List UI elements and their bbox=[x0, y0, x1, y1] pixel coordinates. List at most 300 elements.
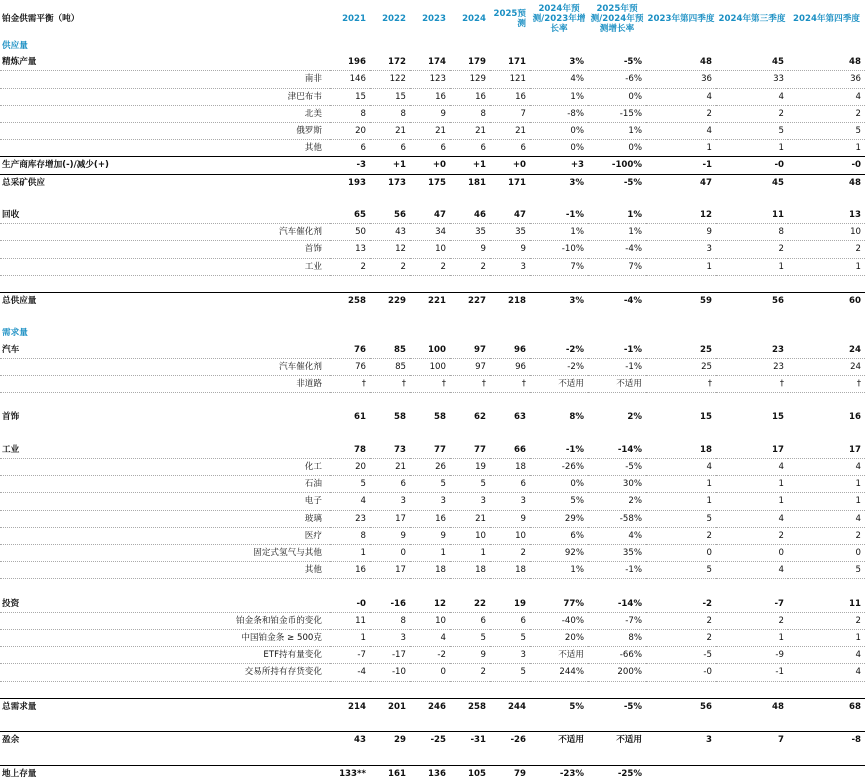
spacer-row bbox=[0, 309, 865, 325]
cell-value: 79 bbox=[490, 765, 530, 782]
cell-value: -2% bbox=[530, 358, 588, 375]
cell-value: 1 bbox=[646, 258, 716, 275]
cell-value: 218 bbox=[490, 293, 530, 310]
cell-value: -1% bbox=[530, 442, 588, 459]
cell-value: -5% bbox=[588, 459, 646, 476]
cell-value: 5 bbox=[716, 123, 788, 140]
cell-value: 15 bbox=[772, 412, 784, 423]
cell-value: -0 bbox=[646, 664, 716, 681]
cell-value: -3 bbox=[330, 157, 370, 174]
cell-value: 46 bbox=[450, 207, 490, 224]
cell-value: 5% bbox=[530, 698, 588, 715]
cell-value: -5% bbox=[588, 54, 646, 71]
cell-value: 13 bbox=[330, 241, 370, 258]
row-label: 交易所持有存货变化 bbox=[0, 664, 330, 681]
cell-value: -58% bbox=[588, 510, 646, 527]
cell-value: 1 bbox=[646, 140, 716, 157]
cell-value: 5 bbox=[490, 630, 530, 647]
cell-value: 8 bbox=[370, 105, 410, 122]
cell-value: 10 bbox=[410, 241, 450, 258]
row-label: 南非 bbox=[0, 71, 330, 88]
cell-value bbox=[530, 191, 588, 207]
row-label: 总采矿供应 bbox=[0, 174, 330, 191]
cell-value bbox=[646, 681, 716, 698]
cell-value: -10% bbox=[530, 241, 588, 258]
cell-value: 3 bbox=[450, 493, 490, 510]
table-row bbox=[0, 459, 865, 476]
cell-value: 3 bbox=[490, 647, 530, 664]
row-label: 俄罗斯 bbox=[0, 123, 330, 140]
cell-value bbox=[490, 309, 530, 325]
cell-value: 19 bbox=[490, 596, 530, 613]
cell-value: -1% bbox=[588, 358, 646, 375]
cell-value: 35 bbox=[450, 224, 490, 241]
cell-value: 2 bbox=[646, 527, 716, 544]
cell-value bbox=[646, 765, 716, 782]
cell-value: 1 bbox=[646, 493, 716, 510]
cell-value: 36 bbox=[788, 71, 865, 88]
row-label: 工业 bbox=[0, 442, 330, 459]
cell-value bbox=[646, 309, 716, 325]
cell-value: 18 bbox=[490, 459, 530, 476]
cell-value bbox=[716, 38, 788, 54]
cell-value: 4 bbox=[716, 459, 788, 476]
table-row bbox=[0, 664, 865, 681]
cell-value: 0% bbox=[588, 88, 646, 105]
cell-value: 29% bbox=[530, 510, 588, 527]
cell-value: 48 bbox=[788, 174, 865, 191]
cell-value: 16 bbox=[330, 562, 370, 579]
row-label bbox=[0, 579, 330, 596]
cell-value bbox=[788, 681, 865, 698]
cell-value: 21 bbox=[490, 123, 530, 140]
cell-value: 23 bbox=[330, 510, 370, 527]
col-header: 2023年第四季度 bbox=[647, 14, 715, 24]
cell-value bbox=[490, 579, 530, 596]
cell-value: 2 bbox=[330, 258, 370, 275]
table-row bbox=[0, 698, 865, 715]
cell-value: 77% bbox=[530, 596, 588, 613]
table-row bbox=[0, 630, 865, 647]
cell-value: 63 bbox=[514, 412, 526, 423]
cell-value: 105 bbox=[450, 765, 490, 782]
cell-value: 16 bbox=[490, 88, 530, 105]
cell-value: 25 bbox=[646, 342, 716, 359]
cell-value bbox=[788, 309, 865, 325]
cell-value: 2 bbox=[410, 258, 450, 275]
cell-value: 47 bbox=[490, 207, 530, 224]
table-row bbox=[0, 612, 865, 629]
cell-value: 15 bbox=[370, 88, 410, 105]
cell-value: -1 bbox=[646, 157, 716, 174]
cell-value: † bbox=[490, 376, 530, 393]
row-label bbox=[0, 426, 330, 442]
cell-value bbox=[450, 681, 490, 698]
cell-value bbox=[716, 309, 788, 325]
cell-value: -5% bbox=[588, 174, 646, 191]
cell-value bbox=[410, 191, 450, 207]
cell-value: 9 bbox=[490, 241, 530, 258]
cell-value: -6% bbox=[588, 71, 646, 88]
cell-value bbox=[330, 393, 370, 410]
cell-value: -4% bbox=[588, 241, 646, 258]
cell-value: -14% bbox=[588, 442, 646, 459]
cell-value bbox=[788, 715, 865, 732]
cell-value: 6 bbox=[330, 140, 370, 157]
cell-value: -1% bbox=[530, 207, 588, 224]
cell-value: 7% bbox=[530, 258, 588, 275]
cell-value: 5 bbox=[330, 476, 370, 493]
cell-value bbox=[330, 309, 370, 325]
row-label: 中国铂金条 ≥ 500克 bbox=[0, 630, 330, 647]
cell-value bbox=[716, 748, 788, 765]
cell-value: 3 bbox=[490, 258, 530, 275]
table-row bbox=[0, 376, 865, 393]
cell-value: 97 bbox=[450, 342, 490, 359]
cell-value: 1% bbox=[530, 88, 588, 105]
cell-value bbox=[530, 579, 588, 596]
cell-value bbox=[370, 191, 410, 207]
cell-value: 4 bbox=[646, 123, 716, 140]
cell-value: 196 bbox=[330, 54, 370, 71]
cell-value bbox=[330, 715, 370, 732]
cell-value: -4% bbox=[588, 293, 646, 310]
cell-value bbox=[370, 748, 410, 765]
table-row bbox=[0, 765, 865, 782]
cell-value: -26 bbox=[490, 732, 530, 749]
cell-value: -1% bbox=[588, 342, 646, 359]
cell-value: 16 bbox=[410, 88, 450, 105]
cell-value: 60 bbox=[788, 293, 865, 310]
cell-value bbox=[410, 748, 450, 765]
table-row bbox=[0, 38, 865, 54]
cell-value: 8 bbox=[450, 105, 490, 122]
cell-value: 33 bbox=[716, 71, 788, 88]
cell-value: 97 bbox=[450, 358, 490, 375]
cell-value: 2 bbox=[646, 630, 716, 647]
cell-value: 3% bbox=[530, 174, 588, 191]
cell-value bbox=[450, 748, 490, 765]
cell-value: 2 bbox=[370, 258, 410, 275]
cell-value bbox=[530, 426, 588, 442]
cell-value: 36 bbox=[646, 71, 716, 88]
cell-value: 8 bbox=[370, 612, 410, 629]
row-label: 首饰 bbox=[0, 241, 330, 258]
cell-value: -26% bbox=[530, 459, 588, 476]
cell-value: 不适用 bbox=[530, 732, 588, 749]
cell-value: 161 bbox=[370, 765, 410, 782]
cell-value: 6 bbox=[370, 140, 410, 157]
cell-value: 100 bbox=[410, 358, 450, 375]
spacer-row bbox=[0, 275, 865, 292]
row-label: 需求量 bbox=[2, 328, 28, 339]
row-label: 玻璃 bbox=[0, 510, 330, 527]
cell-value: 1 bbox=[716, 140, 788, 157]
cell-value bbox=[788, 579, 865, 596]
row-label: 投资 bbox=[0, 596, 330, 613]
table-row bbox=[0, 545, 865, 562]
cell-value: 7% bbox=[588, 258, 646, 275]
cell-value bbox=[588, 715, 646, 732]
cell-value bbox=[410, 309, 450, 325]
cell-value bbox=[646, 715, 716, 732]
cell-value bbox=[530, 309, 588, 325]
cell-value: 10 bbox=[450, 527, 490, 544]
cell-value bbox=[716, 579, 788, 596]
row-label bbox=[0, 681, 330, 698]
cell-value: 4% bbox=[588, 527, 646, 544]
cell-value: -0 bbox=[716, 157, 788, 174]
cell-value: 4 bbox=[410, 630, 450, 647]
cell-value: -1% bbox=[588, 562, 646, 579]
cell-value: +0 bbox=[490, 157, 530, 174]
col-header: 2025年预测/2024年预测增长率 bbox=[590, 4, 644, 34]
cell-value: 0 bbox=[716, 545, 788, 562]
cell-value: 15 bbox=[700, 412, 712, 423]
table-row bbox=[0, 71, 865, 88]
cell-value: 175 bbox=[410, 174, 450, 191]
cell-value: 62 bbox=[474, 412, 486, 423]
cell-value: 8 bbox=[330, 527, 370, 544]
col-header: 2023 bbox=[422, 14, 446, 24]
cell-value bbox=[588, 393, 646, 410]
cell-value: 229 bbox=[370, 293, 410, 310]
cell-value bbox=[370, 275, 410, 292]
cell-value: 56 bbox=[716, 293, 788, 310]
cell-value: 6 bbox=[490, 612, 530, 629]
cell-value: 193 bbox=[330, 174, 370, 191]
cell-value: -7 bbox=[330, 647, 370, 664]
cell-value: 0% bbox=[530, 476, 588, 493]
cell-value: -15% bbox=[588, 105, 646, 122]
cell-value bbox=[530, 748, 588, 765]
cell-value: 19 bbox=[450, 459, 490, 476]
cell-value bbox=[450, 393, 490, 410]
cell-value bbox=[330, 325, 370, 341]
cell-value bbox=[450, 325, 490, 341]
cell-value: 181 bbox=[450, 174, 490, 191]
cell-value: 121 bbox=[490, 71, 530, 88]
cell-value bbox=[716, 715, 788, 732]
cell-value: 21 bbox=[370, 123, 410, 140]
cell-value bbox=[588, 191, 646, 207]
cell-value: 92% bbox=[530, 545, 588, 562]
cell-value: 6 bbox=[450, 612, 490, 629]
cell-value: 179 bbox=[450, 54, 490, 71]
cell-value: -10 bbox=[370, 664, 410, 681]
cell-value: 3 bbox=[646, 732, 716, 749]
table-row bbox=[0, 293, 865, 310]
cell-value: 8 bbox=[330, 105, 370, 122]
cell-value: 24 bbox=[788, 342, 865, 359]
cell-value bbox=[370, 393, 410, 410]
cell-value: 11 bbox=[330, 612, 370, 629]
cell-value: 18 bbox=[646, 442, 716, 459]
cell-value bbox=[330, 748, 370, 765]
cell-value: -8 bbox=[788, 732, 865, 749]
cell-value: † bbox=[450, 376, 490, 393]
col-header: 2024年预测/2023年增长率 bbox=[532, 4, 586, 34]
cell-value bbox=[450, 309, 490, 325]
cell-value: 2 bbox=[716, 612, 788, 629]
cell-value: 3 bbox=[646, 241, 716, 258]
cell-value: 173 bbox=[370, 174, 410, 191]
cell-value: 2% bbox=[627, 412, 642, 423]
cell-value: 9 bbox=[490, 510, 530, 527]
col-header: 2021 bbox=[342, 14, 366, 24]
cell-value: 76 bbox=[330, 358, 370, 375]
cell-value: 18 bbox=[410, 562, 450, 579]
cell-value bbox=[490, 275, 530, 292]
cell-value bbox=[716, 765, 788, 782]
col-header: 2022 bbox=[382, 14, 406, 24]
cell-value: 246 bbox=[410, 698, 450, 715]
cell-value bbox=[410, 426, 450, 442]
cell-value: 34 bbox=[410, 224, 450, 241]
cell-value: -66% bbox=[588, 647, 646, 664]
cell-value: 17 bbox=[716, 442, 788, 459]
cell-value: 214 bbox=[330, 698, 370, 715]
cell-value: 43 bbox=[330, 732, 370, 749]
cell-value: 258 bbox=[330, 293, 370, 310]
cell-value: 1 bbox=[330, 630, 370, 647]
table-row bbox=[0, 105, 865, 122]
cell-value: 1% bbox=[588, 224, 646, 241]
cell-value: 0 bbox=[788, 545, 865, 562]
cell-value: 6 bbox=[450, 140, 490, 157]
cell-value: 2 bbox=[450, 664, 490, 681]
cell-value: -23% bbox=[530, 765, 588, 782]
table-row bbox=[0, 647, 865, 664]
cell-value: 0% bbox=[530, 140, 588, 157]
cell-value bbox=[588, 426, 646, 442]
cell-value bbox=[450, 191, 490, 207]
cell-value: -2% bbox=[530, 342, 588, 359]
cell-value: 77 bbox=[450, 442, 490, 459]
cell-value: 25 bbox=[646, 358, 716, 375]
cell-value: 20% bbox=[530, 630, 588, 647]
row-label: 汽车 bbox=[0, 342, 330, 359]
cell-value: 0 bbox=[646, 545, 716, 562]
row-label bbox=[0, 748, 330, 765]
cell-value: 123 bbox=[410, 71, 450, 88]
cell-value: 2 bbox=[716, 241, 788, 258]
row-label: 工业 bbox=[0, 258, 330, 275]
spacer-row bbox=[0, 426, 865, 442]
cell-value: 47 bbox=[410, 207, 450, 224]
table-row bbox=[0, 409, 865, 425]
cell-value: 4 bbox=[646, 459, 716, 476]
cell-value: -25 bbox=[410, 732, 450, 749]
cell-value: 4% bbox=[530, 71, 588, 88]
cell-value: 20 bbox=[330, 123, 370, 140]
cell-value: 4 bbox=[646, 88, 716, 105]
cell-value: 172 bbox=[370, 54, 410, 71]
cell-value: -4 bbox=[330, 664, 370, 681]
cell-value: 227 bbox=[450, 293, 490, 310]
cell-value: 9 bbox=[450, 241, 490, 258]
cell-value bbox=[716, 681, 788, 698]
cell-value: 2 bbox=[716, 105, 788, 122]
cell-value: 22 bbox=[450, 596, 490, 613]
cell-value: 73 bbox=[370, 442, 410, 459]
cell-value bbox=[646, 325, 716, 341]
cell-value: 0 bbox=[370, 545, 410, 562]
col-header: 2025预测 bbox=[493, 9, 526, 29]
row-label: 其他 bbox=[0, 140, 330, 157]
cell-value bbox=[410, 681, 450, 698]
cell-value: 61 bbox=[354, 412, 366, 423]
cell-value: 9 bbox=[646, 224, 716, 241]
row-label: 地上存量 bbox=[0, 765, 330, 782]
cell-value: 3% bbox=[530, 54, 588, 71]
cell-value: 3 bbox=[370, 630, 410, 647]
cell-value: 35 bbox=[490, 224, 530, 241]
cell-value bbox=[588, 748, 646, 765]
cell-value bbox=[410, 325, 450, 341]
cell-value bbox=[646, 275, 716, 292]
cell-value bbox=[530, 393, 588, 410]
cell-value: -2 bbox=[410, 647, 450, 664]
cell-value: 7 bbox=[490, 105, 530, 122]
cell-value bbox=[788, 325, 865, 341]
cell-value: 7 bbox=[716, 732, 788, 749]
cell-value: 96 bbox=[490, 342, 530, 359]
row-label bbox=[0, 309, 330, 325]
table-row bbox=[0, 54, 865, 71]
cell-value: 1 bbox=[330, 545, 370, 562]
cell-value: 5 bbox=[788, 562, 865, 579]
cell-value: 1 bbox=[788, 493, 865, 510]
cell-value: 17 bbox=[788, 442, 865, 459]
cell-value: 2 bbox=[646, 612, 716, 629]
cell-value: 8 bbox=[716, 224, 788, 241]
cell-value: 15 bbox=[330, 88, 370, 105]
cell-value: 2 bbox=[490, 545, 530, 562]
cell-value bbox=[330, 681, 370, 698]
cell-value bbox=[788, 191, 865, 207]
cell-value: 4 bbox=[716, 510, 788, 527]
cell-value: 4 bbox=[788, 459, 865, 476]
cell-value bbox=[588, 325, 646, 341]
cell-value: 35% bbox=[588, 545, 646, 562]
cell-value bbox=[450, 715, 490, 732]
cell-value: 5 bbox=[410, 476, 450, 493]
cell-value: 9 bbox=[370, 527, 410, 544]
cell-value: 29 bbox=[370, 732, 410, 749]
cell-value: 59 bbox=[646, 293, 716, 310]
row-label: 其他 bbox=[0, 562, 330, 579]
cell-value: 47 bbox=[646, 174, 716, 191]
cell-value: 0 bbox=[410, 664, 450, 681]
header-row bbox=[0, 0, 865, 38]
row-label: 回收 bbox=[0, 207, 330, 224]
cell-value bbox=[330, 579, 370, 596]
row-label bbox=[0, 275, 330, 292]
cell-value bbox=[588, 309, 646, 325]
cell-value: 10 bbox=[490, 527, 530, 544]
cell-value: 21 bbox=[450, 123, 490, 140]
table-row bbox=[0, 358, 865, 375]
table-row bbox=[0, 140, 865, 157]
cell-value: 1% bbox=[588, 207, 646, 224]
cell-value: 1 bbox=[646, 476, 716, 493]
cell-value: † bbox=[716, 376, 788, 393]
cell-value: 43 bbox=[370, 224, 410, 241]
cell-value: -25% bbox=[588, 765, 646, 782]
cell-value bbox=[530, 681, 588, 698]
cell-value: -9 bbox=[716, 647, 788, 664]
